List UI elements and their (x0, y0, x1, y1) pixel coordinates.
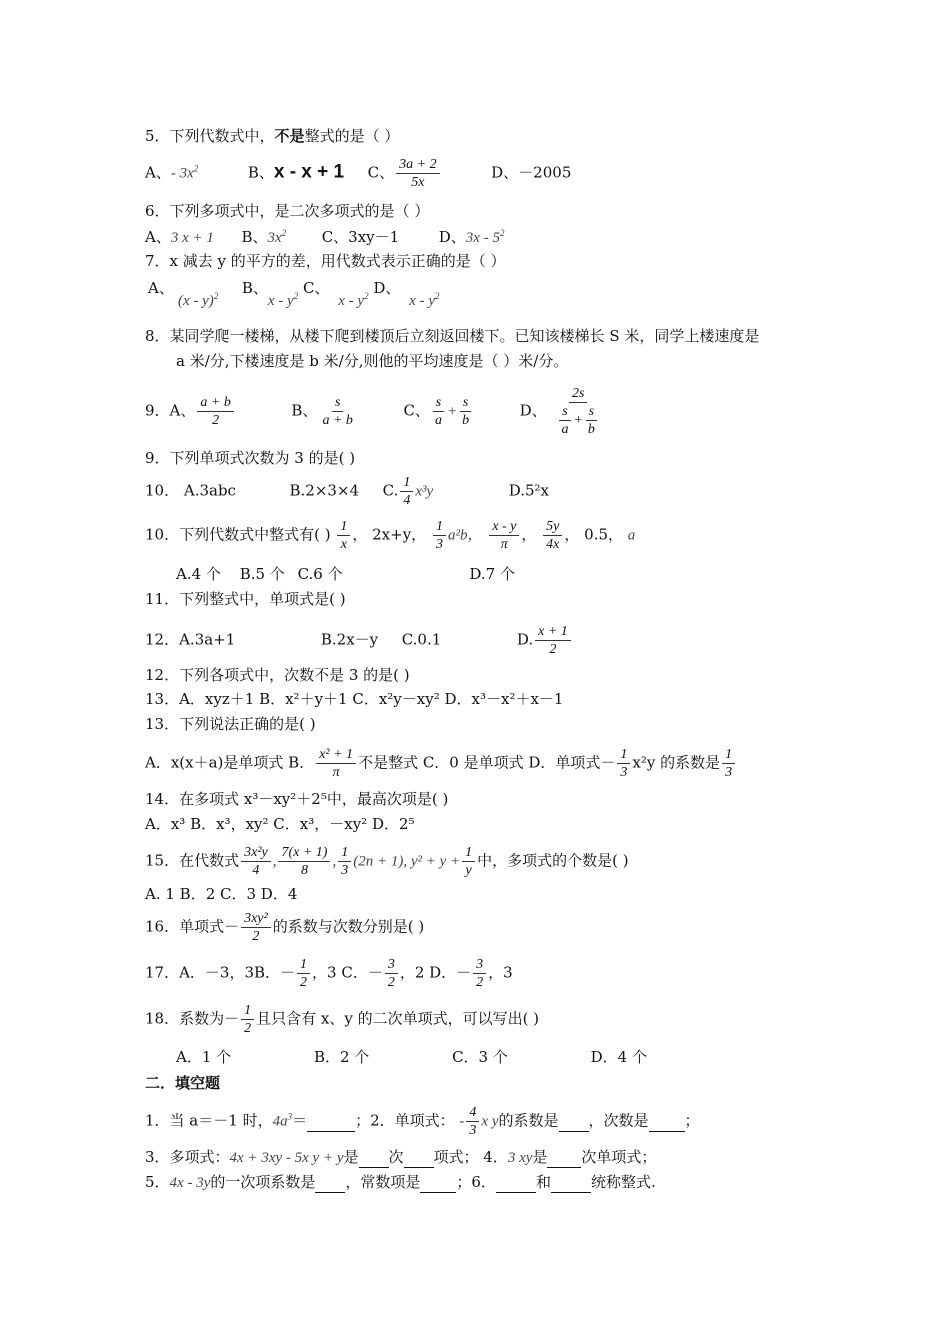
q10b-options: A.4 个 B.5 个 C.6 个 D.7 个 (176, 565, 515, 583)
q13c-options: A．x(x＋a)是单项式 B． $\frac{\text{x² + 1}}{\pi}$ 不是整式 C．0 是单项式 D．单项式－ $\frac{1}{3}$ x²y 的系数是 $\frac{1}{3}$ (145, 746, 737, 781)
q11-stem: 11．下列整式中，单项式是( ) (145, 590, 346, 608)
fill-q5-q6: 5．4x - 3y的一次项系数是 ，常数项是 ；6． 和 统称整式. (145, 1173, 656, 1191)
q5-b-handwritten: x - x + 1 (273, 161, 345, 183)
q9b-stem: 9．下列单项式次数为 3 的是( ) (145, 449, 356, 467)
q12b-stem: 12．下列各项式中，次数不是 3 的是( ) (145, 666, 410, 684)
q5-options: A、- $3x^2$ B、x - x + 1 C、 $\frac{3a + 2}{5x}$ D、－2005 (145, 157, 572, 190)
section-fill-blanks-title: 二．填空题 (145, 1074, 221, 1092)
q8-line1: 8．某同学爬一楼梯，从楼下爬到楼顶后立刻返回楼下。已知该楼梯长 S 米，同学上楼速度是 (145, 327, 760, 345)
q14-stem: 14．在多项式 x³－xy²＋2⁵中，最高次项是( ) (145, 790, 449, 808)
q10b-stem: 10．下列代数式中整式有( ) $\frac{1}{x}$ ， 2x+y， $\frac{1}{3}$ a²b， $\frac{x - y}{\pi}$ ， $\frac{5y}{4x}$ ， 0.5， a (145, 519, 636, 552)
q7-labels: A、 (148, 279, 174, 297)
q15-stem: 15．在代数式 $\frac{\text{3x²y}}{4}$ , $\frac{7(x + 1)}{8}$ , $\frac{1}{3}$ (2n + 1), y² + y + $\frac{1}{y}$ 中，多项式的个数是( ) (145, 845, 629, 878)
q6-stem: 6．下列多项式中，是二次多项式的是（ ） (145, 202, 430, 220)
fill-q1-q2: 1．当 a＝－1 时，$4a^3=$ ；2．单项式： - $\frac{4}{3}$ x y的系数是 ，次数是 ； (145, 1105, 700, 1138)
q12a-options: 12．A.3a+1 B.2x－y C.0.1 D. $\frac{x + 1}{2}$ (145, 623, 573, 658)
fill-q3-q4: 3．多项式：4x + 3xy - 5x y + y是 次 项式； 4．3 xy是 次单项式； (145, 1148, 657, 1166)
q13b-stem: 13．下列说法正确的是( ) (145, 715, 316, 733)
q6-options: A、3 x + 1 B、$3x^2$ C、3xy－1 D、$3x - 5^2$ (145, 228, 505, 246)
q7-options: (x - y)$^2$ B、x - $y^2$ C、 x - $y^2$ D、 x - $y^2$ (178, 279, 440, 309)
q15-options: A. 1 B．2 C．3 D．4 (145, 885, 298, 903)
q9-fraction-options: 9．A、 $\frac{a + b}{2}$ B、 $\frac{s}{a + b}$ C、 $\frac{s}{a}$ + $\frac{s}{b}$ D、 2s $\frac{s}{a}$ + $\frac{s}{b}$ (145, 385, 605, 438)
q18-options: A．1 个 B．2 个 C．3 个 D．4 个 (176, 1048, 647, 1066)
q7-stem: 7．x 减去 y 的平方的差，用代数式表示正确的是（ ） (145, 252, 506, 270)
q5-stem: 5．下列代数式中，不是整式的是（ ） (145, 127, 400, 145)
q18-stem: 18．系数为－ $\frac{1}{2}$ 且只含有 x、y 的二次单项式，可以写出( ) (145, 1003, 540, 1036)
q16-stem: 16．单项式－ $\frac{\text{3xy²}}{2}$ 的系数与次数分别是( ) (145, 911, 425, 944)
q13a-options: 13．A．xyz＋1 B．x²＋y＋1 C．x²y－xy² D．x³－x²＋x－1 (145, 690, 564, 708)
q8-line2: a 米/分,下楼速度是 b 米/分,则他的平均速度是（ ）米/分。 (176, 352, 569, 370)
q10a-options: 10． A.3abc B.2×3×4 C. $\frac{1}{4}$ x³y D.5²x (145, 475, 550, 508)
q14-options: A．x³ B．x³，xy² C．x³，－xy² D．2⁵ (145, 815, 415, 833)
q17-options: 17．A．－3，3B．－ $\frac{1}{2}$ ，3 C．－ $\frac{3}{2}$ ，2 D．－ $\frac{3}{2}$ ，3 (145, 957, 513, 990)
